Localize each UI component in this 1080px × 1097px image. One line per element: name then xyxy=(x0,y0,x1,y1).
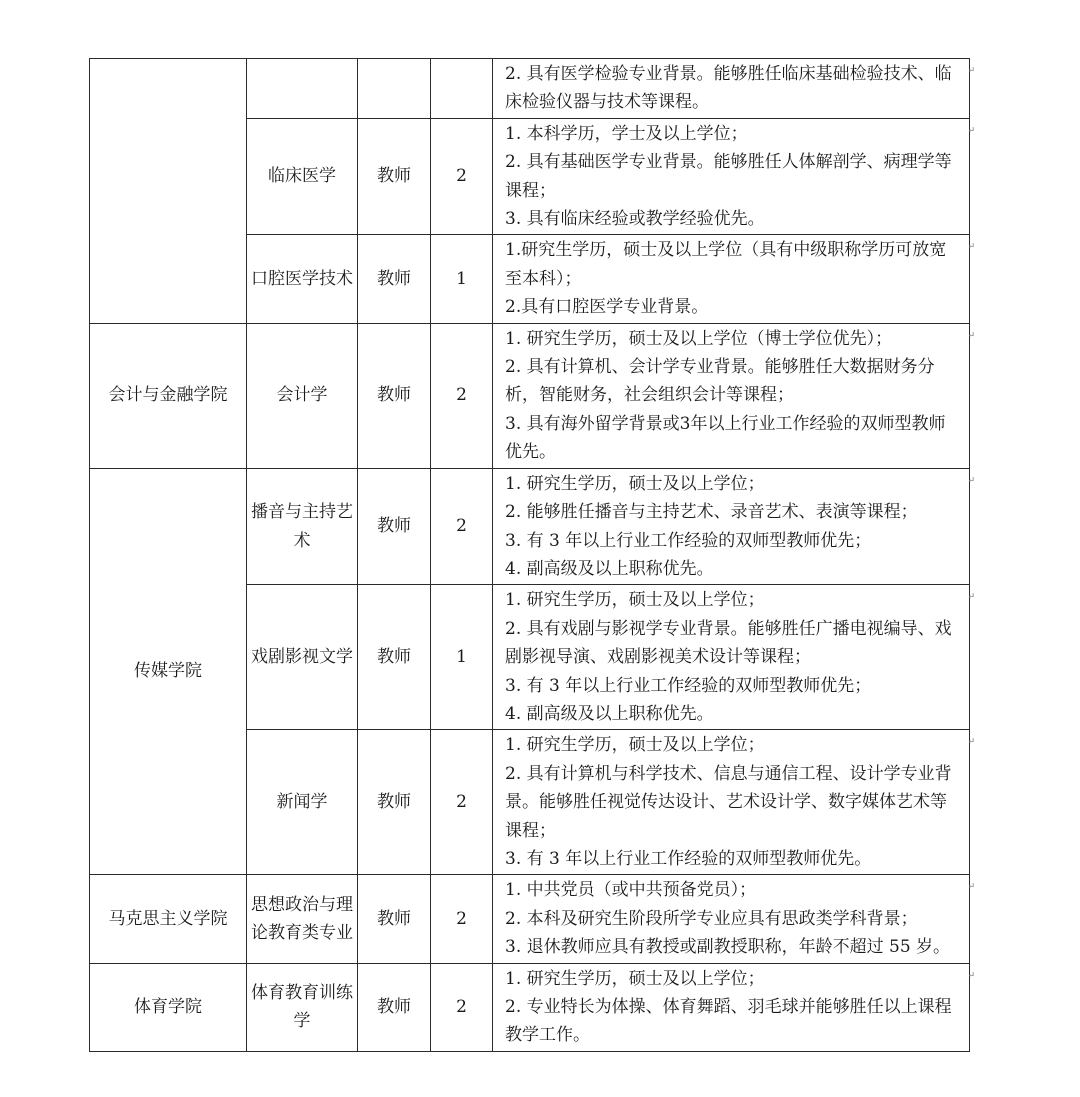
requirement-line: 3. 有 3 年以上行业工作经验的双师型教师优先。 xyxy=(505,848,872,869)
requirements-cell xyxy=(493,730,975,875)
requirements-cell xyxy=(493,585,975,730)
requirement-line: 1. 研究生学历，硕士及以上学位； xyxy=(505,473,765,494)
requirements-cell xyxy=(493,59,975,119)
requirement-line: 2. 能够胜任播音与主持艺术、录音艺术、表演等课程； xyxy=(505,502,918,523)
table-row xyxy=(90,875,970,963)
paragraph-mark-icon: ↵ xyxy=(967,125,975,136)
college-cell: 会计与金融学院 xyxy=(90,323,247,468)
requirement-line: 3. 有 3 年以上行业工作经验的双师型教师优先； xyxy=(505,530,872,551)
requirements-cell xyxy=(493,118,975,235)
requirements-cell xyxy=(493,235,975,323)
requirements-cell xyxy=(493,323,975,468)
table-row xyxy=(90,323,970,468)
college-cell: 体育学院 xyxy=(90,963,247,1051)
position-cell: 教师 xyxy=(358,730,431,875)
requirement-line: 2.具有口腔医学专业背景。 xyxy=(505,297,709,318)
major-cell: 会计学 xyxy=(247,323,358,468)
paragraph-mark-icon: ↵ xyxy=(967,592,975,603)
requirement-line: 1. 研究生学历，硕士及以上学位； xyxy=(505,590,765,611)
table-row xyxy=(90,963,970,1051)
requirement-line: 3. 具有海外留学背景或3年以上行业工作经验的双师型教师优先。 xyxy=(505,413,946,463)
college-cell: 马克思主义学院 xyxy=(90,875,247,963)
requirement-line: 1. 研究生学历，硕士及以上学位； xyxy=(505,735,765,756)
paragraph-mark-icon: ↵ xyxy=(967,970,975,981)
paragraph-mark-icon: ↵ xyxy=(967,242,975,253)
count-cell: 2 xyxy=(431,875,493,963)
position-cell: 教师 xyxy=(358,963,431,1051)
position-cell: 教师 xyxy=(358,118,431,235)
requirement-line: 1. 研究生学历，硕士及以上学位（博士学位优先）； xyxy=(505,328,893,349)
position-cell: 教师 xyxy=(358,875,431,963)
major-cell xyxy=(247,59,358,119)
count-cell: 2 xyxy=(431,730,493,875)
requirement-line: 2. 专业特长为体操、体育舞蹈、羽毛球并能够胜任以上课程教学工作。 xyxy=(505,997,952,1046)
college-cell: 传媒学院 xyxy=(90,468,247,875)
major-cell: 新闻学 xyxy=(247,730,358,875)
requirement-line: 2. 具有基础医学专业背景。能够胜任人体解剖学、病理学等课程； xyxy=(505,152,952,201)
major-cell: 戏剧影视文学 xyxy=(247,585,358,730)
paragraph-mark-icon: ↵ xyxy=(967,737,975,748)
requirement-line: 4. 副高级及以上职称优先。 xyxy=(505,558,714,579)
count-cell: 1 xyxy=(431,235,493,323)
table-row xyxy=(90,468,970,585)
requirement-line: 2. 具有计算机与科学技术、信息与通信工程、设计学专业背景。能够胜任视觉传达设计、艺术设计学、数字媒体艺术等课程； xyxy=(505,763,952,841)
position-cell: 教师 xyxy=(358,468,431,585)
count-cell: 2 xyxy=(431,963,493,1051)
table-row xyxy=(90,59,970,119)
paragraph-mark-icon: ↵ xyxy=(967,330,975,341)
requirement-line: 2. 具有医学检验专业背景。能够胜任临床基础检验技术、临床检验仪器与技术等课程。 xyxy=(505,64,952,113)
requirement-line: 4. 副高级及以上职称优先。 xyxy=(505,703,714,724)
requirements-cell xyxy=(493,875,975,963)
major-cell: 体育教育训练学 xyxy=(247,963,358,1051)
recruitment-table xyxy=(89,58,975,1052)
requirement-line: 3. 具有临床经验或教学经验优先。 xyxy=(505,209,765,230)
requirement-line: 2. 本科及研究生阶段所学专业应具有思政类学科背景； xyxy=(505,908,918,929)
count-cell xyxy=(431,59,493,119)
count-cell: 2 xyxy=(431,118,493,235)
count-cell: 2 xyxy=(431,323,493,468)
position-cell: 教师 xyxy=(358,323,431,468)
major-cell: 播音与主持艺术 xyxy=(247,468,358,585)
count-cell: 2 xyxy=(431,468,493,585)
requirements-cell xyxy=(493,963,975,1051)
requirement-line: 3. 有 3 年以上行业工作经验的双师型教师优先； xyxy=(505,675,872,696)
requirement-line: 1. 本科学历，学士及以上学位； xyxy=(505,123,748,144)
position-cell: 教师 xyxy=(358,585,431,730)
college-cell xyxy=(90,59,247,324)
paragraph-mark-icon: ↵ xyxy=(967,475,975,486)
requirement-line: 1. 研究生学历，硕士及以上学位； xyxy=(505,968,765,989)
paragraph-mark-icon: ↵ xyxy=(967,66,975,76)
requirement-line: 2. 具有戏剧与影视学专业背景。能够胜任广播电视编导、戏剧影视导演、戏剧影视美术设计等课程； xyxy=(505,618,952,668)
position-cell: 教师 xyxy=(358,235,431,323)
major-cell: 临床医学 xyxy=(247,118,358,235)
paragraph-mark-icon: ↵ xyxy=(967,882,975,893)
requirement-line: 1.研究生学历，硕士及以上学位（具有中级职称学历可放宽至本科）； xyxy=(505,240,947,289)
major-cell: 思想政治与理论教育类专业 xyxy=(247,875,358,963)
requirement-line: 1. 中共党员（或中共预备党员）； xyxy=(505,880,757,901)
major-cell: 口腔医学技术 xyxy=(247,235,358,323)
requirement-line: 3. 退休教师应具有教授或副教授职称，年龄不超过 55 岁。 xyxy=(505,937,951,958)
requirements-cell xyxy=(493,468,975,585)
requirement-line: 2. 具有计算机、会计学专业背景。能够胜任大数据财务分析，智能财务，社会组织会计等课程； xyxy=(505,357,935,406)
count-cell: 1 xyxy=(431,585,493,730)
position-cell xyxy=(358,59,431,119)
